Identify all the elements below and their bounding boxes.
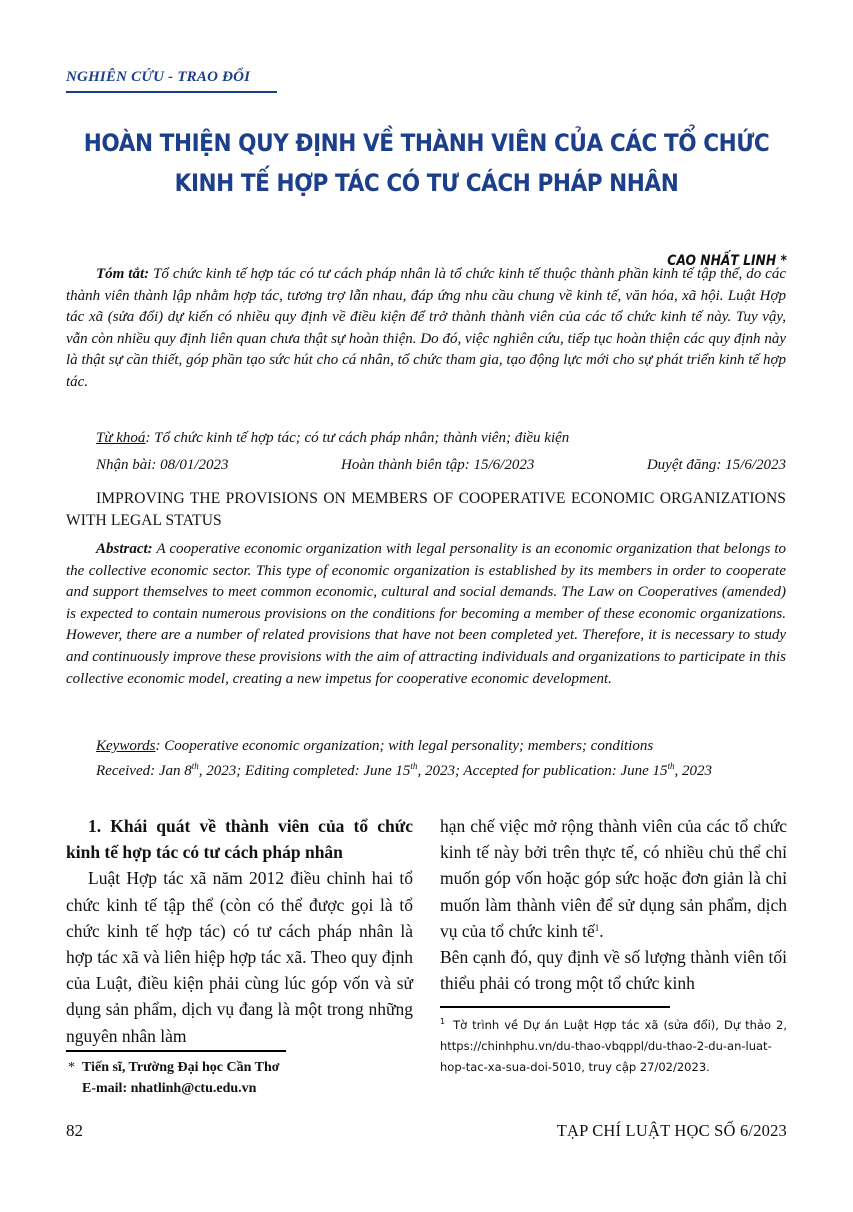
abstract-english <box>66 539 786 690</box>
journal-name: TẠP CHÍ LUẬT HỌC SỐ 6/2023 <box>556 1121 787 1140</box>
edited-en-sup: th <box>410 761 418 771</box>
date-accepted-vi: Duyệt đăng: 15/6/2023 <box>646 457 786 473</box>
abstract-vietnamese <box>66 264 786 394</box>
body-paragraph <box>440 813 787 944</box>
body-paragraph-text: hạn chế việc mở rộng thành viên của các tổ chức kinh tế này bởi trên thực tế, có nhiều chủ thể chỉ muốn góp vốn hoặc góp sức hoặc đơn giản là chỉ muốn làm thành viên để sử dụng sản phẩm, dịch vụ của tổ chức kinh tế <box>440 816 787 941</box>
footnote-text: Tờ trình về Dự án Luật Hợp tác xã (sửa đổi), Dự thảo 2, https://chinhphu.vn/du-thao-vbqppl/du-thao-2-du-an-luat-hop-tac-xa-sua-doi-5010, truy cập 27/02/2023. <box>440 1018 787 1074</box>
dates-english <box>96 763 712 780</box>
article-title-line2: KINH TẾ HỢP TÁC CÓ TƯ CÁCH PHÁP NHÂN <box>174 169 679 197</box>
abstract-en-text: A cooperative economic organization with legal personality is an economic organization that belongs to the collective economic sector. This type of economic organization is established by its members in order to cooperate and support themselves to meet common economic, cultural and social demands. The Law on Cooperatives (amended) is expected to contain numerous provisions on the conditions for becoming a member of these economic organizations. However, there are a number of related provisions that have not been completed yet. Therefore, it is necessary to study and continuously improve these provisions with the aim of attracting individuals and organizations to participate in this collective economic model, creating a new impetus for cooperative economic development. <box>66 541 786 687</box>
body-paragraph-end: . <box>599 920 604 941</box>
article-title-line1: HOÀN THIỆN QUY ĐỊNH VỀ THÀNH VIÊN CỦA CÁC TỔ CHỨC <box>83 129 770 157</box>
received-en: Received: Jan 8 <box>96 763 192 779</box>
abstract-en-label: Abstract: <box>96 541 153 557</box>
keywords-vietnamese <box>96 430 569 447</box>
body-column-right <box>440 813 787 996</box>
section-heading: 1. Khái quát về thành viên của tổ chức kinh tế hợp tác có tư cách pháp nhân <box>66 816 413 863</box>
section-tag: NGHIÊN CỨU - TRAO ĐỔI <box>66 69 251 85</box>
english-title: IMPROVING THE PROVISIONS ON MEMBERS OF COOPERATIVE ECONOMIC ORGANIZATIONS WITH LEGAL STATUS <box>66 490 786 529</box>
footnote-divider-right <box>440 1006 670 1008</box>
page-number: 82 <box>66 1121 83 1140</box>
footnote-reference[interactable]: 1 <box>594 922 600 933</box>
received-en-sup: th <box>191 761 199 771</box>
accepted-en: , 2023; Accepted for publication: June 15 <box>417 763 668 779</box>
author-affiliation: Tiến sĩ, Trường Đại học Cần Thơ <box>82 1060 280 1075</box>
keywords-vi-text: : Tổ chức kinh tế hợp tác; có tư cách pháp nhân; thành viên; điều kiện <box>145 430 570 446</box>
edited-en: , 2023; Editing completed: June 15 <box>198 763 411 779</box>
author-name: CAO NHẤT LINH * <box>667 253 787 269</box>
keywords-english <box>96 738 653 755</box>
body-paragraph: Luật Hợp tác xã năm 2012 điều chỉnh hai tổ chức kinh tế tập thể (còn có thể được gọi là tổ chức kinh tế hợp tác) có tư cách pháp nhân là hợp tác xã và liên hiệp hợp tác xã. Theo quy định của Luật, điều kiện phải cùng lúc góp vốn và sử dụng sản phẩm, dịch vụ đang là một trong những nguyên nhân làm <box>66 868 413 1046</box>
accepted-en-sup: th <box>667 761 675 771</box>
section-tag-underline <box>66 91 277 93</box>
body-column-left <box>66 813 413 1049</box>
keywords-vi-label: Từ khoá <box>96 430 146 446</box>
dates-vietnamese <box>96 457 786 474</box>
date-received-vi: Nhận bài: 08/01/2023 <box>96 457 229 473</box>
abstract-vi-label: Tóm tắt: <box>96 266 150 282</box>
author-note-star: * <box>68 1060 75 1075</box>
author-note <box>68 1057 280 1099</box>
footnote-divider-left <box>66 1050 286 1052</box>
author-email: E-mail: nhatlinh@ctu.edu.vn <box>82 1081 257 1096</box>
footnote <box>440 1015 787 1078</box>
keywords-en-text: : Cooperative economic organization; with legal personality; members; conditions <box>155 738 654 754</box>
keywords-en-label: Keywords <box>96 738 156 754</box>
abstract-vi-text: Tổ chức kinh tế hợp tác có tư cách pháp nhân là tổ chức kinh tế thuộc thành phần kinh tế tập thể, do các thành viên thành lập nhằm hợp tác, tương trợ lẫn nhau, đáp ứng nhu cầu chung về kinh tế, văn hóa, xã hội. Luật Hợp tác xã (sửa đổi) dự kiến có nhiều quy định về điều kiện để trở thành thành viên của các tổ chức kinh tế này. Tuy vậy, vẫn còn nhiều quy định liên quan chưa thật sự hoàn thiện. Do đó, việc nghiên cứu, tiếp tục hoàn thiện các quy định này là thật sự cần thiết, góp phần tạo sức hút cho cá nhân, tổ chức tham gia, tạo động lực mới cho sự phát triển kinh tế hợp tác. <box>66 266 786 390</box>
footnote-mark: 1 <box>440 1017 446 1026</box>
date-edited-vi: Hoàn thành biên tập: 15/6/2023 <box>341 457 535 473</box>
year-suffix-en: , 2023 <box>674 763 713 779</box>
body-paragraph: Bên cạnh đó, quy định về số lượng thành viên tối thiểu phải có trong một tổ chức kinh <box>440 947 787 994</box>
